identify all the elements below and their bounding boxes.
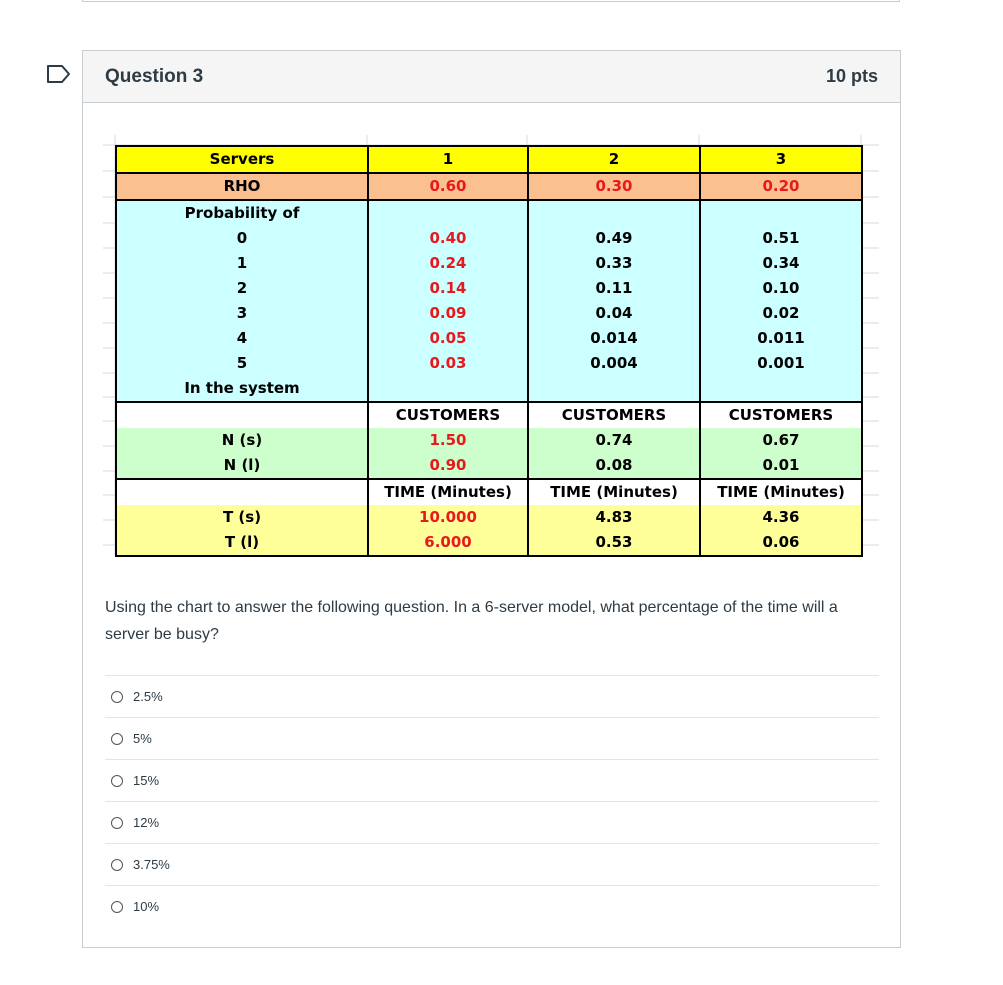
time-unit: TIME (Minutes) <box>700 479 862 505</box>
in-system-label: In the system <box>116 376 368 402</box>
flag-question-icon[interactable] <box>46 64 72 84</box>
radio-button[interactable] <box>111 775 123 787</box>
time-unit: TIME (Minutes) <box>528 479 700 505</box>
nl-value: 0.01 <box>700 453 862 479</box>
queueing-table <box>115 145 863 557</box>
table-row <box>116 226 862 251</box>
ts-value: 4.36 <box>700 505 862 530</box>
rho-label: RHO <box>116 173 368 200</box>
answer-label: 2.5% <box>133 689 163 704</box>
prob-value: 0.004 <box>528 351 700 376</box>
prob-value: 0.001 <box>700 351 862 376</box>
servers-2: 2 <box>528 146 700 173</box>
radio-button[interactable] <box>111 817 123 829</box>
customers-unit: CUSTOMERS <box>700 402 862 428</box>
prob-value: 0.011 <box>700 326 862 351</box>
prob-value: 0.03 <box>368 351 528 376</box>
answer-label: 5% <box>133 731 152 746</box>
ts-value: 4.83 <box>528 505 700 530</box>
answer-option[interactable] <box>105 843 879 885</box>
prob-value: 0.40 <box>368 226 528 251</box>
nl-value: 0.90 <box>368 453 528 479</box>
customers-unit: CUSTOMERS <box>528 402 700 428</box>
answer-label: 10% <box>133 899 160 914</box>
answer-label: 3.75% <box>133 857 170 872</box>
prob-n: 5 <box>116 351 368 376</box>
answer-option[interactable] <box>105 759 879 801</box>
nl-label: N (l) <box>116 453 368 479</box>
answer-option[interactable] <box>105 885 879 927</box>
table-row <box>116 146 862 173</box>
prob-value: 0.51 <box>700 226 862 251</box>
question-card <box>82 50 901 948</box>
table-row <box>116 326 862 351</box>
radio-button[interactable] <box>111 901 123 913</box>
customers-unit: CUSTOMERS <box>368 402 528 428</box>
ns-value: 1.50 <box>368 428 528 453</box>
time-unit: TIME (Minutes) <box>368 479 528 505</box>
answer-label: 15% <box>133 773 160 788</box>
servers-1: 1 <box>368 146 528 173</box>
probability-label: Probability of <box>116 200 368 226</box>
rho-value: 0.60 <box>368 173 528 200</box>
answer-label: 12% <box>133 815 160 830</box>
table-row <box>116 453 862 479</box>
answer-option[interactable] <box>105 801 879 843</box>
table-row <box>116 402 862 428</box>
ns-value: 0.67 <box>700 428 862 453</box>
table-row <box>116 173 862 200</box>
chart-image <box>103 135 879 555</box>
tl-value: 0.53 <box>528 530 700 556</box>
servers-3: 3 <box>700 146 862 173</box>
table-row <box>116 479 862 505</box>
question-header <box>83 51 900 103</box>
prob-value: 0.11 <box>528 276 700 301</box>
table-row <box>116 376 862 402</box>
table-row <box>116 301 862 326</box>
prob-value: 0.09 <box>368 301 528 326</box>
table-row <box>116 351 862 376</box>
ts-label: T (s) <box>116 505 368 530</box>
prob-n: 4 <box>116 326 368 351</box>
rho-value: 0.30 <box>528 173 700 200</box>
ns-label: N (s) <box>116 428 368 453</box>
prob-n: 2 <box>116 276 368 301</box>
servers-label: Servers <box>116 146 368 173</box>
table-row <box>116 251 862 276</box>
prob-value: 0.49 <box>528 226 700 251</box>
prob-n: 3 <box>116 301 368 326</box>
prob-n: 0 <box>116 226 368 251</box>
ns-value: 0.74 <box>528 428 700 453</box>
question-title: Question 3 <box>105 65 204 87</box>
prob-value: 0.34 <box>700 251 862 276</box>
question-points: 10 pts <box>825 66 878 86</box>
ts-value: 10.000 <box>368 505 528 530</box>
prob-value: 0.14 <box>368 276 528 301</box>
prob-value: 0.10 <box>700 276 862 301</box>
radio-button[interactable] <box>111 733 123 745</box>
table-row <box>116 200 862 226</box>
tl-label: T (l) <box>116 530 368 556</box>
prob-value: 0.014 <box>528 326 700 351</box>
table-row <box>116 505 862 530</box>
prob-value: 0.04 <box>528 301 700 326</box>
answer-option[interactable] <box>105 675 879 717</box>
answer-list <box>105 675 879 927</box>
prob-value: 0.24 <box>368 251 528 276</box>
prob-value: 0.02 <box>700 301 862 326</box>
answer-option[interactable] <box>105 717 879 759</box>
tl-value: 6.000 <box>368 530 528 556</box>
rho-value: 0.20 <box>700 173 862 200</box>
previous-question-box <box>82 0 900 2</box>
prob-n: 1 <box>116 251 368 276</box>
nl-value: 0.08 <box>528 453 700 479</box>
table-row <box>116 428 862 453</box>
radio-button[interactable] <box>111 859 123 871</box>
table-row <box>116 276 862 301</box>
prob-value: 0.05 <box>368 326 528 351</box>
radio-button[interactable] <box>111 691 123 703</box>
question-text: Using the chart to answer the following question. In a 6-server model, what percentage of the time will a server be busy? <box>105 599 838 643</box>
prob-value: 0.33 <box>528 251 700 276</box>
tl-value: 0.06 <box>700 530 862 556</box>
table-row <box>116 530 862 556</box>
